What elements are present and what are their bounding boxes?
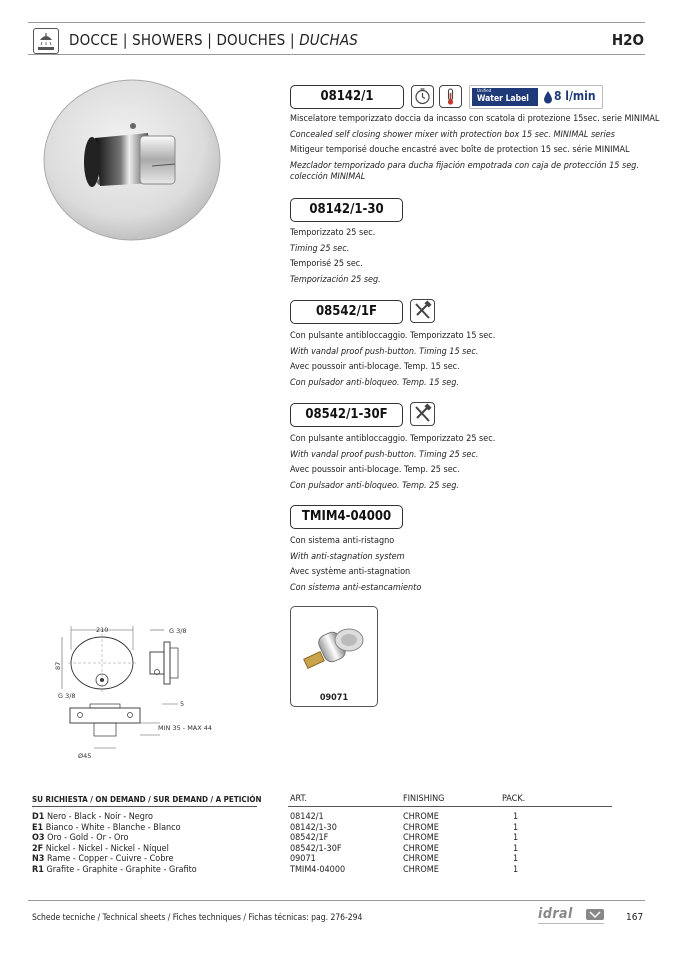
- table-row-finishing: CHROME: [403, 864, 439, 875]
- table-row-finishing: CHROME: [403, 854, 439, 865]
- table-row-pack: 1: [513, 833, 519, 844]
- tools-icon: [410, 402, 435, 426]
- water-drop-icon: [543, 90, 553, 104]
- accessory-card-09071: [290, 606, 378, 707]
- dim-height: 87: [54, 661, 62, 670]
- product-description-08142-1-30: Temporizzato 25 sec. Timing 25 sec. Temporisé 25 sec. Temporización 25 seg.: [290, 228, 381, 285]
- page-number: 167: [626, 912, 644, 923]
- accessory-image: [301, 625, 369, 677]
- table-row-finishing: CHROME: [403, 843, 439, 854]
- product-code-08142-1-30: 08142/1-30: [290, 198, 403, 222]
- technical-drawing: [50, 620, 220, 765]
- table-header-pack: PACK.: [502, 794, 526, 804]
- shower-icon: [33, 28, 59, 54]
- table-row-art: 08142/1: [290, 812, 324, 822]
- dim-offset: 5: [180, 700, 185, 708]
- section-title: DOCCE | SHOWERS | DOUCHES | DUCHAS: [69, 31, 359, 49]
- list-item: O3 Oro - Gold - Or - Oro: [32, 833, 129, 844]
- product-code-08542-1f: 08542/1F: [290, 300, 403, 324]
- product-description-08142-1: Miscelatore temporizzato doccia da incasso con scatola di protezione 15sec. serie MINIMAL Concealed self closing shower mixer with protection box 15 sec. MINIMAL series Mitigeur temporisé douche encastré avec boîte de protection 15 sec. série MINIMAL Mezclador temporizado para ducha fijación empotrada con caja de protección 15 seg. colección MINIMAL: [290, 114, 660, 182]
- table-row-art: 08542/1-30F: [290, 843, 342, 854]
- top-rule: [28, 22, 645, 23]
- footer-reference: Schede tecniche / Technical sheets / Fiches techniques / Fichas técnicas: pag. 276-294: [32, 913, 363, 923]
- finish-list: [32, 812, 197, 876]
- footer-rule: [28, 900, 645, 901]
- dim-diameter: Ø45: [78, 752, 92, 760]
- brand-logo: idral: [538, 906, 606, 926]
- list-item: D1 Nero - Black - Noir - Negro: [32, 812, 154, 822]
- list-item: R1 Grafite - Graphite - Graphite - Grafito: [32, 864, 197, 875]
- product-image-shower-mixer: [40, 78, 222, 244]
- table-row-pack: 1: [513, 864, 519, 875]
- table-row-art: 09071: [290, 854, 316, 865]
- list-item: 2F Nickel - Nickel - Nickel - Níquel: [32, 843, 169, 854]
- table-rule-left: [32, 806, 257, 807]
- product-description-08542-1-30f: Con pulsante antibloccaggio. Temporizzato 25 sec. With vandal proof push-button. Timing 25 sec. Avec poussoir anti-blocage. Temp. 25 sec. Con pulsador anti-bloqueo. Temp. 25 seg.: [290, 434, 496, 491]
- table-row-art: TMIM4-04000: [290, 864, 346, 875]
- art-column: [290, 812, 345, 876]
- header-rule: [28, 54, 645, 55]
- thermometer-icon: [439, 85, 462, 108]
- table-row-art: 08542/1F: [290, 833, 329, 844]
- h2o-label: H2O: [611, 31, 644, 49]
- table-row-pack: 1: [513, 854, 519, 865]
- table-row-pack: 1: [513, 822, 519, 833]
- table-row-pack: 1: [513, 812, 519, 822]
- timer-icon: [411, 85, 434, 108]
- product-description-08542-1f: Con pulsante antibloccaggio. Temporizzato 15 sec. With vandal proof push-button. Timing 15 sec. Avec poussoir anti-blocage. Temp. 15 sec. Con pulsador anti-bloqueo. Temp. 15 seg.: [290, 331, 496, 388]
- product-description-tmim4-04000: Con sistema anti-ristagno With anti-stagnation system Avec système anti-stagnation Con sistema anti-estancamiento: [290, 536, 422, 593]
- dim-width: 210: [96, 626, 109, 634]
- accessory-code: 09071: [319, 693, 349, 703]
- table-header-art: ART.: [290, 794, 307, 804]
- table-header-finishing: FINISHING: [403, 794, 445, 804]
- dim-thread-top: G 3/8: [169, 627, 187, 635]
- table-row-finishing: CHROME: [403, 833, 439, 844]
- finishing-column: [403, 812, 439, 876]
- list-item: N3 Rame - Copper - Cuivre - Cobre: [32, 854, 174, 865]
- product-code-08542-1-30f: 08542/1-30F: [290, 403, 403, 427]
- product-code-tmim4-04000: TMIM4-04000: [290, 505, 403, 529]
- table-rule-right: [288, 806, 612, 807]
- table-row-art: 08142/1-30: [290, 822, 337, 833]
- table-header-finishes: SU RICHIESTA / ON DEMAND / SUR DEMAND / A PETICIÓN: [32, 795, 262, 804]
- product-code-08142-1: 08142/1: [290, 85, 404, 109]
- water-label-badge: Unified Water Label 8 l/min: [469, 85, 603, 109]
- dim-depth: MIN 35 - MAX 44: [158, 724, 213, 732]
- table-row-finishing: CHROME: [403, 812, 439, 822]
- table-row-pack: 1: [513, 843, 519, 854]
- tools-icon: [410, 299, 435, 323]
- list-item: E1 Bianco - White - Blanche - Blanco: [32, 822, 181, 833]
- pack-column: [513, 812, 518, 876]
- dim-thread-bottom: G 3/8: [58, 692, 76, 700]
- table-row-finishing: CHROME: [403, 822, 439, 833]
